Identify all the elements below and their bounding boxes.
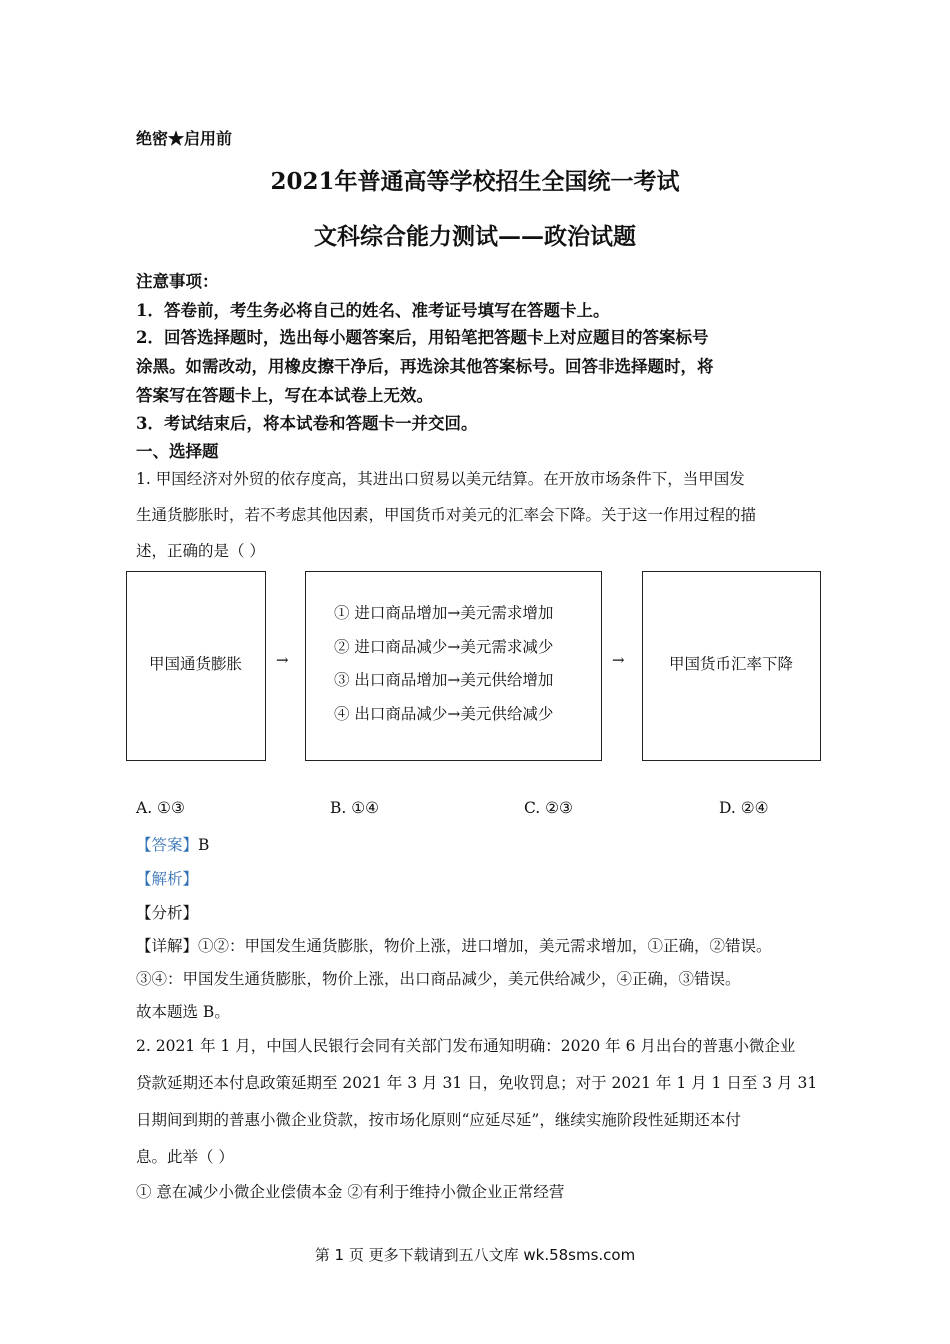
question-2-stem: 日期间到期的普惠小微企业贷款，按市场化原则“应延尽延”，继续实施阶段性延期还本付 (136, 1111, 741, 1129)
analysis-tag: 【解析】 (136, 870, 199, 888)
notice-heading: 注意事项： (136, 272, 219, 291)
question-1-stem: 述，正确的是（ ） (136, 542, 265, 560)
page-footer: 第 1 页 更多下载请到五八文库 wk.58sms.com (314, 1246, 636, 1264)
option-d: D. ②④ (719, 799, 769, 817)
diagram-right-box (642, 571, 821, 761)
notice-line: 涂黑。如需改动，用橡皮擦干净后，再选涂其他答案标号。回答非选择题时，将 (136, 357, 714, 376)
section-title: 一、选择题 (136, 442, 219, 461)
page-title: 2021年普通高等学校招生全国统一考试 (270, 168, 680, 195)
arrow-icon: → (276, 651, 289, 669)
answer-value: B (198, 836, 210, 854)
detail-line: 【详解】①②：甲国发生通货膨胀，物价上涨，进口增加，美元需求增加，①正确，②错误。 (136, 937, 772, 955)
answer-line (136, 833, 209, 855)
diagram-right-label: 甲国货币汇率下降 (668, 655, 793, 673)
option-c: C. ②③ (524, 799, 573, 817)
question-2-options: ① 意在减少小微企业偿债本金 ②有利于维持小微企业正常经营 (136, 1183, 565, 1201)
diagram-left-box (126, 571, 266, 761)
page-subtitle: 文科综合能力测试——政治试题 (314, 223, 636, 250)
fenxi-tag: 【分析】 (136, 904, 199, 922)
secret-label: 绝密★启用前 (136, 129, 233, 148)
notice-line: 2．回答选择题时，选出每小题答案后，用铅笔把答题卡上对应题目的答案标号 (136, 328, 709, 347)
diagram-item: ② 进口商品减少→美元需求减少 (334, 638, 554, 656)
diagram-item: ④ 出口商品减少→美元供给减少 (334, 705, 554, 723)
diagram-item: ③ 出口商品增加→美元供给增加 (334, 671, 554, 689)
notice-line: 答案写在答题卡上，写在本试卷上无效。 (136, 386, 433, 405)
notice-line: 1．答卷前，考生务必将自己的姓名、准考证号填写在答题卡上。 (136, 301, 610, 320)
diagram-item: ① 进口商品增加→美元需求增加 (334, 604, 554, 622)
arrow-icon: → (612, 651, 625, 669)
diagram-left-label: 甲国通货膨胀 (148, 655, 242, 673)
detail-line: ③④：甲国发生通货膨胀，物价上涨，出口商品减少，美元供给减少，④正确，③错误。 (136, 970, 741, 988)
option-b: B. ①④ (330, 799, 380, 817)
diagram-middle-box (305, 571, 602, 761)
question-1-stem: 生通货膨胀时，若不考虑其他因素，甲国货币对美元的汇率会下降。关于这一作用过程的描 (136, 506, 757, 524)
detail-line: 故本题选 B。 (136, 1003, 230, 1021)
question-1-stem: 1. 甲国经济对外贸的依存度高，其进出口贸易以美元结算。在开放市场条件下，当甲国发 (136, 470, 745, 488)
option-a: A. ①③ (136, 799, 185, 817)
question-2-stem: 息。此举（ ） (136, 1148, 234, 1166)
question-2-stem: 贷款延期还本付息政策延期至 2021 年 3 月 31 日，免收罚息；对于 2021 年 1 月 1 日至 3 月 31 (136, 1074, 818, 1092)
question-2-stem: 2. 2021 年 1 月，中国人民银行会同有关部门发布通知明确：2020 年 6 月出台的普惠小微企业 (136, 1037, 796, 1055)
answer-tag: 【答案】 (136, 836, 199, 854)
notice-line: 3．考试结束后，将本试卷和答题卡一并交回。 (136, 414, 478, 433)
